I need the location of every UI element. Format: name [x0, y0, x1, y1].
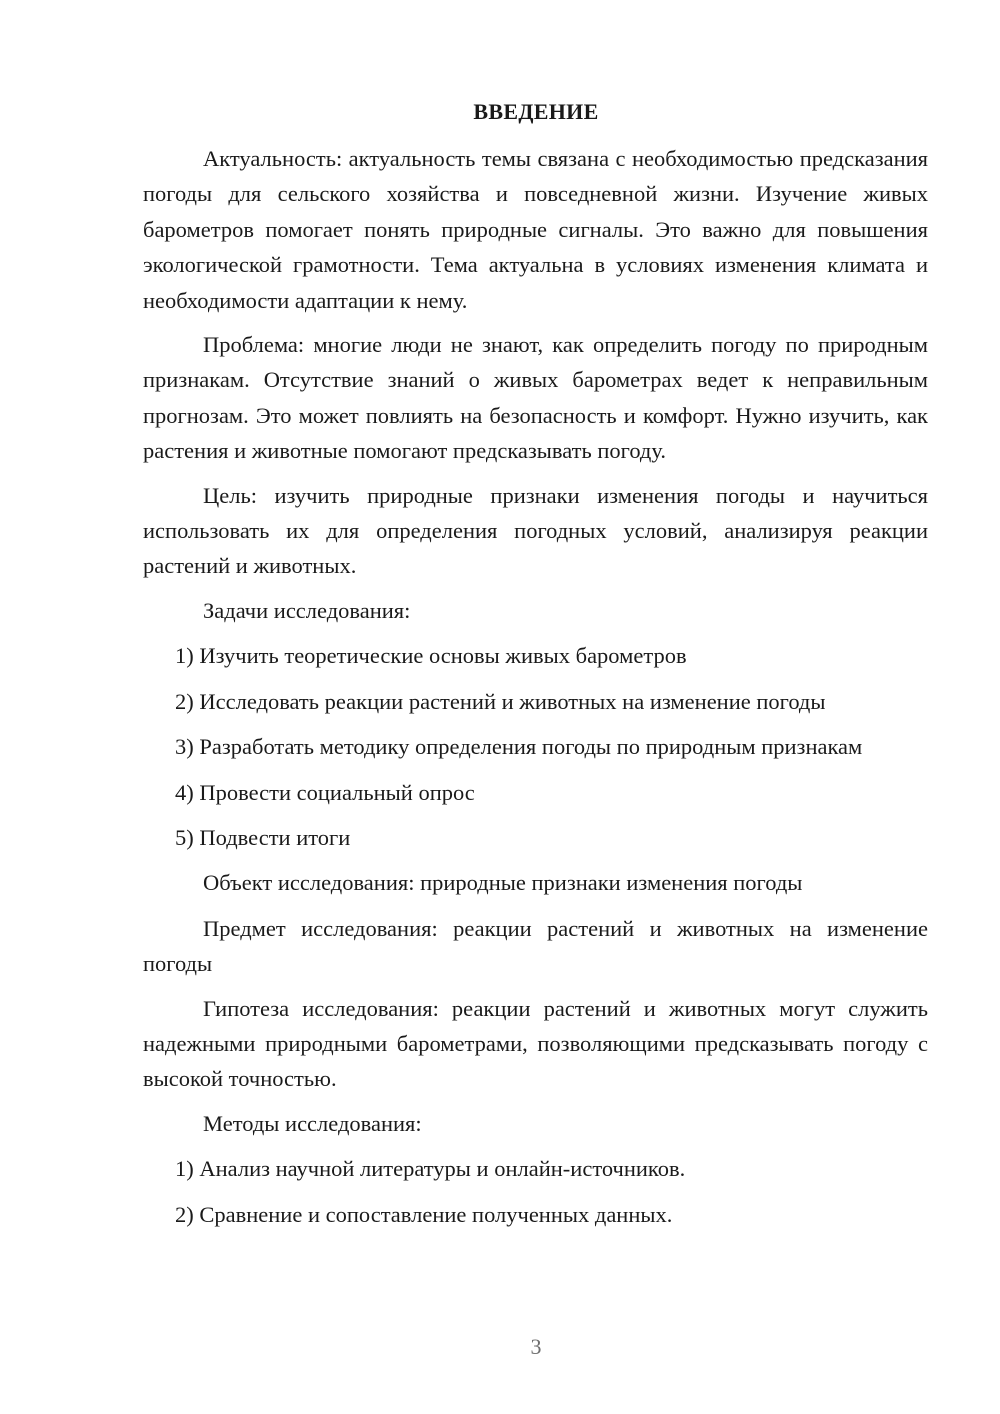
list-item: 2) Исследовать реакции растений и животных на изменение погоды: [175, 688, 826, 714]
list-item: 2) Сравнение и сопоставление полученных данных.: [175, 1201, 673, 1227]
list-item: 1) Анализ научной литературы и онлайн-источников.: [175, 1156, 686, 1182]
methods-heading: Методы исследования:: [203, 1110, 422, 1136]
paragraph-object: Объект исследования: природные признаки изменения погоды: [203, 870, 803, 896]
paragraph-goal: Цель: изучить природные признаки изменения погоды и научиться использовать их для определения погодных условий, анализируя реакции растений и животных.: [143, 482, 928, 579]
page-title: ВВЕДЕНИЕ: [473, 99, 599, 124]
list-item: 1) Изучить теоретические основы живых барометров: [175, 643, 687, 669]
tasks-heading: Задачи исследования:: [203, 597, 411, 623]
paragraph-hypothesis: Гипотеза исследования: реакции растений и животных могут служить надежными природными барометрами, позволяющими предсказывать погоду с высокой точностью.: [143, 995, 928, 1092]
list-item: 3) Разработать методику определения погоды по природным признакам: [175, 734, 863, 760]
tasks-list: [143, 638, 928, 855]
page-number: 3: [530, 1334, 542, 1359]
list-item: 4) Провести социальный опрос: [175, 779, 475, 805]
list-item: 5) Подвести итоги: [175, 824, 351, 850]
paragraph-relevance: Актуальность: актуальность темы связана с необходимостью предсказания погоды для сельского хозяйства и повседневной жизни. Изучение живых барометров помогает понять природные сигналы. Это важно для повышения экологической грамотности. Тема актуальна в условиях изменения климата и необходимости адаптации к нему.: [143, 146, 928, 313]
paragraph-subject: Предмет исследования: реакции растений и животных на изменение погоды: [143, 915, 928, 977]
methods-list: [143, 1151, 928, 1232]
paragraph-problem: Проблема: многие люди не знают, как определить погоду по природным признакам. Отсутствие знаний о живых барометрах ведет к неправильным прогнозам. Это может повлиять на безопасность и комфорт. Нужно изучить, как растения и животные помогают предсказывать погоду.: [143, 332, 928, 464]
document-body: [143, 141, 928, 1242]
